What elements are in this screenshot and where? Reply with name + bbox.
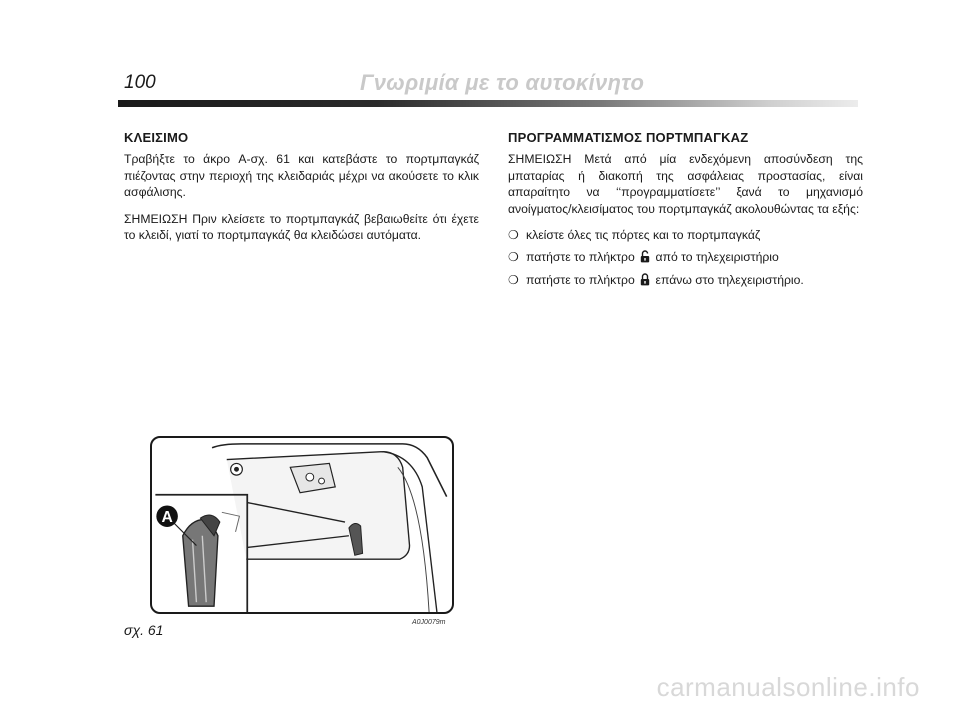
bullet-icon: ❍ [508,228,519,243]
watermark: carmanualsonline.info [656,672,920,702]
step-text: πατήστε το πλήκτρο [526,272,635,287]
step-text: πατήστε το πλήκτρο [526,250,635,265]
header-rule [118,100,858,107]
closing-heading: ΚΛΕΙΣΙΜΟ [124,130,189,145]
trunk-drawing [152,438,452,612]
right-column [508,130,863,294]
list-item [508,272,863,288]
step-text: επάνω στο τηλεχειριστήριο. [655,272,804,287]
programming-steps [508,227,863,288]
lock-open-icon [640,250,650,263]
page-number: 100 [124,72,156,93]
closing-paragraph: Τραβήξτε το άκρο A-σχ. 61 και κατεβάστε το πορτμπαγκάζ πιέζοντας στην περιοχή της κλειδαριάς μέχρι να ακούσετε το κλικ ασφάλισης. [124,152,479,200]
programming-note: ΣΗΜΕΙΩΣΗ Μετά από μία ενδεχόμενη αποσύνδεση της μπαταρίας ή διακοπή της ασφάλειας προστασίας, είναι απαραίτητο να ‘‘προγραμματίσετε’’ ξανά το μηχανισμό ανοίγματος/κλεισίματος του πορτμπαγκάζ ακολουθώντας τα εξής: [508,152,863,216]
step-text: κλείστε όλες τις πόρτες και το πορτμπαγκάζ [526,228,761,243]
step-text: από το τηλεχειριστήριο [655,250,779,265]
callout-label: A [161,509,173,527]
bullet-icon: ❍ [508,272,519,287]
list-item [508,227,863,243]
page-heading: Γνωριμία με το αυτοκίνητο [360,70,645,95]
programming-heading: ΠΡΟΓΡΑΜΜΑΤΙΣΜΟΣ ΠΟΡΤΜΠΑΓΚΑΖ [508,130,749,145]
closing-note: ΣΗΜΕΙΩΣΗ Πριν κλείσετε το πορτμπαγκάζ βεβαιωθείτε ότι έχετε το κλειδί, γιατί το πορτμπαγκάζ θα κλειδώσει αυτόματα. [124,211,479,243]
lock-closed-icon [640,273,650,286]
trunk-illustration [150,436,454,614]
left-column [124,130,479,253]
figure-caption: σχ. 61 [124,622,164,638]
list-item [508,249,863,265]
figure-code: A0J0079m [412,619,446,626]
bullet-icon: ❍ [508,250,519,265]
